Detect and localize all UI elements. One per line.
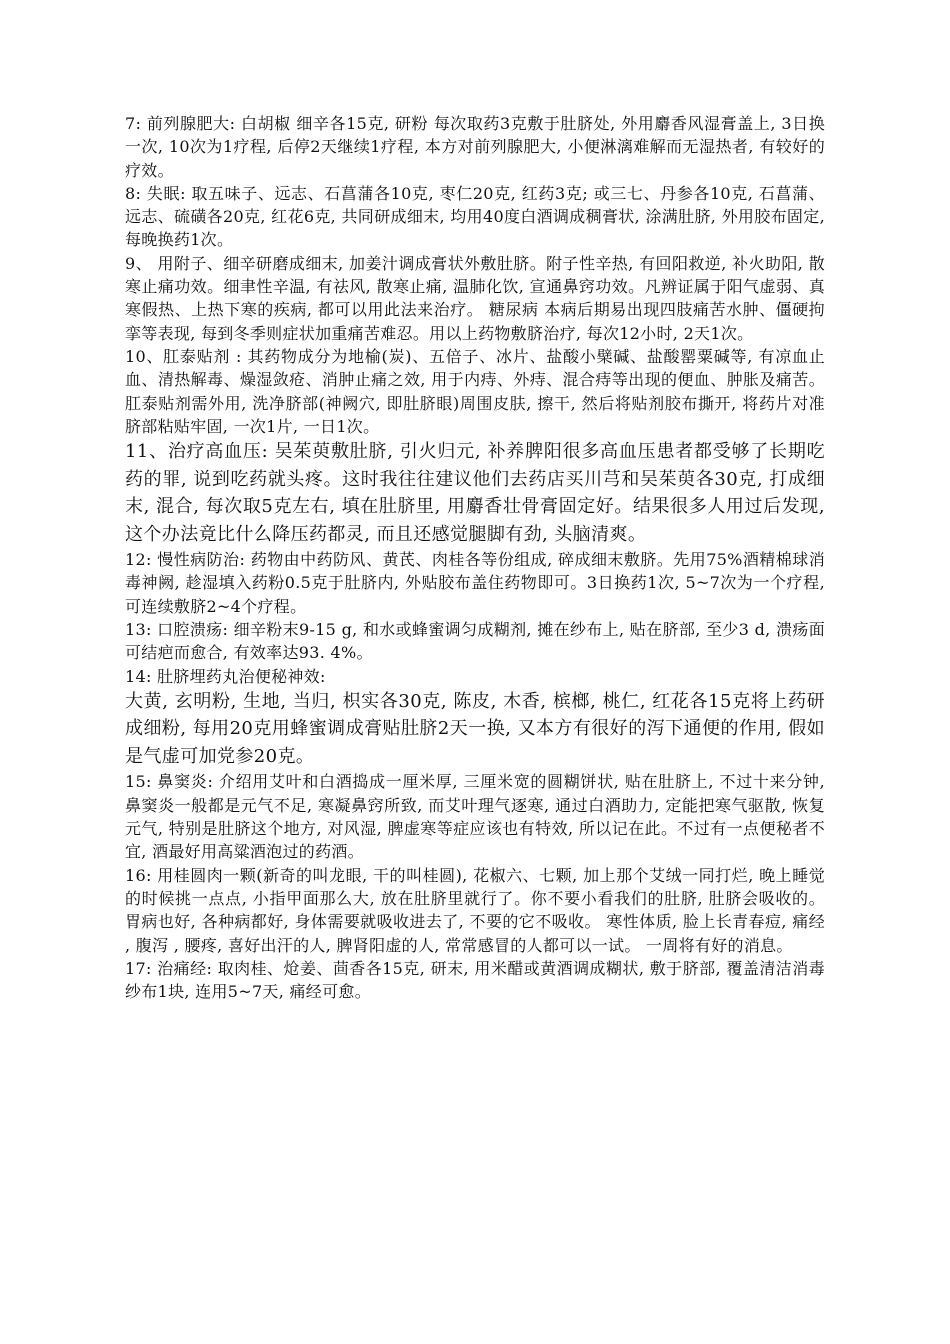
paragraph-longan: 16: 用桂圆肉一颗(新奇的叫龙眼, 干的叫桂圆), 花椒六、七颗, 加上那个艾绒一同打烂, 晚上睡觉的时候挑一点点, 小指甲面那么大, 放在肚脐里就行了。你不要小看我们的肚脐, 肚脐会吸收的。胃病也好, 各种病都好, 身体需要就吸收进去了, 不要的它不吸收。 寒性体质, 脸上长青春痘, 痛经 , 腹泻 , 腰疼, 喜好出汗的人, 脾肾阳虚的人, 常常感冒的人都可以一试。 一周将有好的消息。: [125, 865, 825, 955]
paragraph-hypertension: 11、治疗高血压: 吴茱萸敷肚脐, 引火归元, 补养脾阳很多高血压患者都受够了长期吃药的罪, 说到吃药就头疼。这时我往往建议他们去药店买川芎和吴茱萸各30克, 打成细末, 混合, 每次取5克左右, 填在肚脐里, 用麝香壮骨膏固定好。结果很多人用过后发现, 这个办法竟比什么降压药都灵, 而且还感觉腿脚有劲, 头脑清爽。: [125, 441, 825, 545]
paragraph-hemorrhoid-patch: 10、肛泰贴剂 : 其药物成分为地榆(炭)、五倍子、冰片、盐酸小檗碱、盐酸罂粟碱等, 有凉血止血、清热解毒、燥湿敛疮、消肿止痛之效, 用于内痔、外痔、混合痔等出现的便血、肿胀及痛苦。肛泰贴剂需外用, 洗净脐部(神阙穴, 即肚脐眼)周围皮肤, 擦干, 然后将贴剂胶布撕开, 将药片对准脐部粘贴牢固, 一次1片, 一日1次。: [125, 346, 825, 436]
paragraph-prostate: 7: 前列腺肥大: 白胡椒 细辛各15克, 研粉 每次取药3克敷于肚脐处, 外用麝香风湿膏盖上, 3日换一次, 10次为1疗程, 后停2天继续1疗程, 本方对前列腺肥大, 小便淋漓难解而无湿热者, 有较好的疗效。: [125, 114, 825, 180]
paragraph-dysmenorrhea: 17: 治痛经: 取肉桂、炝姜、茴香各15克, 研末, 用米醋或黄酒调成糊状, 敷于脐部, 覆盖清洁消毒纱布1块, 连用5~7天, 痛经可愈。: [125, 958, 825, 1002]
paragraph-insomnia: 8: 失眠: 取五味子、远志、石菖蒲各10克, 枣仁20克, 红药3克; 或三七、丹参各10克, 石菖蒲、远志、硫磺各20克, 红花6克, 共同研成细末, 均用40度白酒调成稠膏状, 涂满肚脐, 外用胶布固定, 每晚换药1次。: [125, 183, 825, 250]
paragraph-constipation-recipe: 大黄, 玄明粉, 生地, 当归, 枳实各30克, 陈皮, 木香, 槟榔, 桃仁, 红花各15克将上药研成细粉, 每用20克用蜂蜜调成膏贴肚脐2天一换, 又本方有很好的泻下通便的作用, 假如是气虚可加党参20克。: [125, 690, 825, 767]
paragraph-chronic-disease: 12: 慢性病防治: 药物由中药防风、黄芪、肉桂各等份组成, 碎成细末敷脐。先用75%酒精棉球消毒神阙, 趁湿填入药粉0.5克于肚脐内, 外贴胶布盖住药物即可。3日换药1次, 5~7次为一个疗程, 可连续敷脐2~4个疗程。: [125, 550, 825, 616]
paragraph-sinusitis: 15: 鼻窦炎: 介绍用艾叶和白酒捣成一厘米厚, 三厘米宽的圆糊饼状, 贴在肚脐上, 不过十来分钟, 鼻窦炎一般都是元气不足, 寒凝鼻窍所致, 而艾叶理气逐寒, 通过白酒助力, 定能把寒气驱散, 恢复元气, 特别是肚脐这个地方, 对风湿, 脾虚寒等症应该也有特效, 所以记在此。不过有一点便秘者不宜, 酒最好用高粱酒泡过的药酒。: [125, 772, 825, 862]
paragraph-aconite-asarum: 9、 用附子、细辛研磨成细末, 加姜汁调成膏状外敷肚脐。附子性辛热, 有回阳救逆, 补火助阳, 散寒止痛功效。细聿性辛温, 有祛风, 散寒止痛, 温肺化饮, 宣通鼻窍功效。凡辨证属于阳气虚弱、真寒假热、上热下寒的疾病, 都可以用此法来治疗。 糖尿病 本病后期易出现四肢痛苦水肿、僵硬拘挛等表现, 每到冬季则症状加重痛苦难忍。用以上药物敷脐治疗, 每次12小时, 2天1次。: [125, 253, 825, 343]
document-body: [125, 112, 825, 1003]
paragraph-mouth-ulcer: 13: 口腔溃疡: 细辛粉末9-15 g, 和水或蜂蜜调匀成糊剂, 摊在纱布上, 贴在脐部, 至少3 d, 溃疡面可结疤而愈合, 有效率达93. 4%。: [125, 620, 825, 663]
paragraph-constipation-heading: 14: 肚脐埋药丸治便秘神效:: [125, 666, 326, 686]
